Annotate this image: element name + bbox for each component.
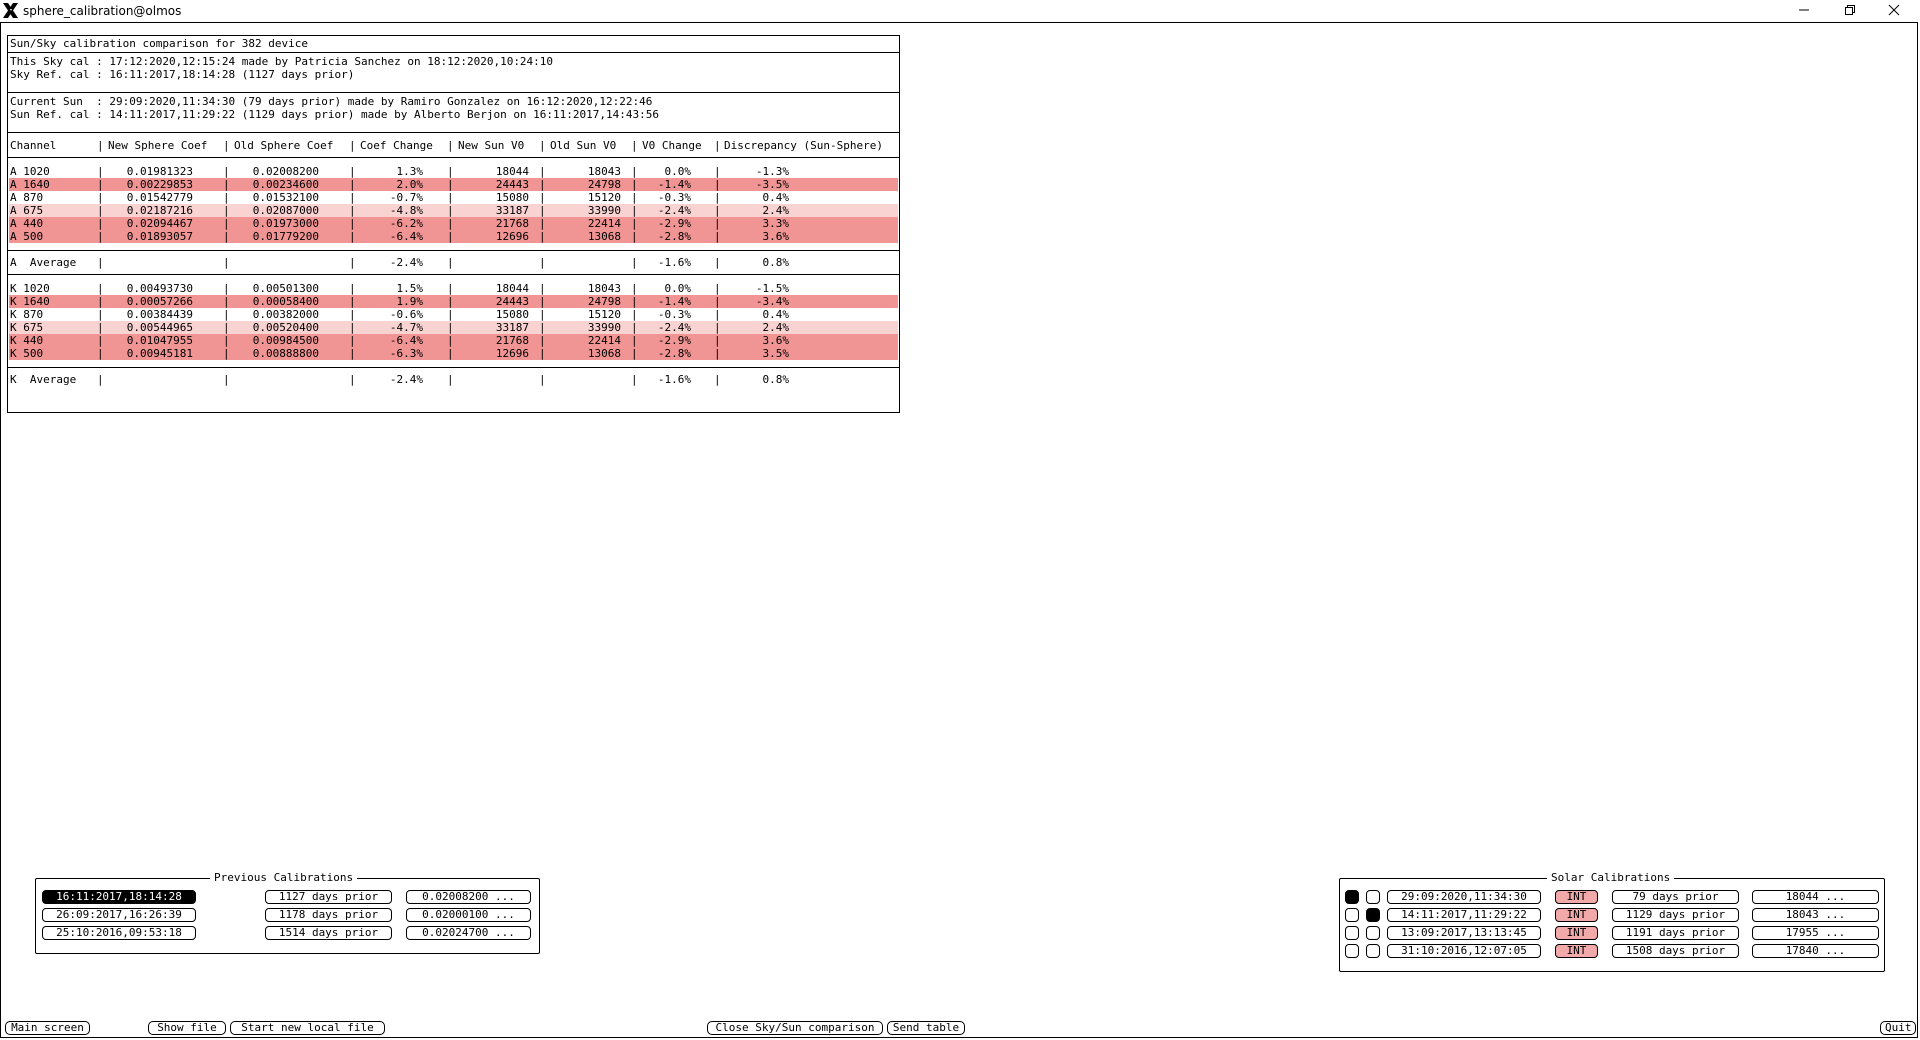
cell-v0-change: -2.8%	[657, 230, 691, 243]
column-header: New Sphere Coef	[108, 139, 208, 152]
table-header	[9, 139, 898, 152]
column-separator: |	[349, 373, 356, 386]
solar-cal-type-badge[interactable]: INT	[1555, 926, 1598, 940]
cell-new-coef: 0.00057266	[126, 295, 193, 308]
reference-solar-radio[interactable]	[1366, 926, 1380, 940]
solar-cal-v0-button[interactable]: 18043 ...	[1752, 908, 1879, 922]
column-separator: |	[447, 308, 454, 321]
minimize-icon[interactable]	[1784, 0, 1824, 22]
column-separator: |	[714, 308, 721, 321]
cell-v0-change: -0.3%	[657, 191, 691, 204]
cell-discrepancy: 2.4%	[762, 204, 789, 217]
column-separator: |	[714, 321, 721, 334]
window-title: sphere_calibration@olmos	[23, 4, 182, 18]
cell-new-coef: 0.00493730	[126, 282, 193, 295]
solar-cal-prior-button[interactable]: 1508 days prior	[1612, 944, 1739, 958]
title-bar	[0, 0, 1920, 22]
divider	[8, 250, 899, 251]
column-separator: |	[447, 256, 454, 269]
show-file-button[interactable]: Show file	[148, 1021, 226, 1035]
cell-v0-change: -0.3%	[657, 308, 691, 321]
column-separator: |	[223, 204, 230, 217]
solar-cal-type-badge[interactable]: INT	[1555, 890, 1598, 904]
solar-cal-date-button[interactable]: 13:09:2017,13:13:45	[1387, 926, 1541, 940]
cell-channel: A 1640	[10, 178, 50, 191]
solar-cal-type-badge[interactable]: INT	[1555, 908, 1598, 922]
current-solar-radio[interactable]	[1345, 944, 1359, 958]
column-separator: |	[223, 334, 230, 347]
cell-old-v0: 33990	[587, 204, 621, 217]
cell-discrepancy: -1.3%	[755, 165, 789, 178]
column-separator: |	[97, 217, 104, 230]
column-separator: |	[714, 295, 721, 308]
cell-new-coef: 0.00945181	[126, 347, 193, 360]
column-separator: |	[539, 373, 546, 386]
average-row	[9, 373, 898, 386]
prev-cal-prior-button[interactable]: 1514 days prior	[265, 926, 392, 940]
cell-old-coef: 0.00058400	[252, 295, 319, 308]
cell-coef-change: -6.4%	[389, 334, 423, 347]
column-separator: |	[631, 217, 638, 230]
cell-new-v0: 21768	[495, 217, 529, 230]
cell-v0-change: -2.9%	[657, 217, 691, 230]
cell-coef-change: -4.7%	[389, 321, 423, 334]
divider	[8, 157, 899, 158]
cell-coef-change: 1.9%	[396, 295, 423, 308]
cell-discrepancy: 2.4%	[762, 321, 789, 334]
column-separator: |	[97, 178, 104, 191]
cell-old-v0: 13068	[587, 230, 621, 243]
panel-header: Sun/Sky calibration comparison for 382 device	[10, 37, 309, 50]
cell-v0-change: -1.6%	[657, 373, 691, 386]
column-separator: |	[714, 347, 721, 360]
cell-old-v0: 24798	[587, 178, 621, 191]
main-screen-button[interactable]: Main screen	[5, 1021, 90, 1035]
column-separator: |	[97, 204, 104, 217]
divider	[8, 92, 899, 93]
current-solar-radio[interactable]	[1345, 926, 1359, 940]
column-separator: |	[97, 334, 104, 347]
column-separator: |	[447, 230, 454, 243]
solar-cal-prior-button[interactable]: 1129 days prior	[1612, 908, 1739, 922]
cell-old-v0: 24798	[587, 295, 621, 308]
column-separator: |	[223, 373, 230, 386]
current-sun-line: Current Sun : 29:09:2020,11:34:30 (79 days prior) made by Ramiro Gonzalez on 16:12:2020,12:22:46	[10, 95, 653, 108]
column-separator: |	[223, 321, 230, 334]
cell-channel: K 1020	[10, 282, 50, 295]
cell-new-coef: 0.01047955	[126, 334, 193, 347]
column-header: V0 Change	[642, 139, 702, 152]
cell-channel: A 500	[10, 230, 44, 243]
column-separator: |	[349, 178, 356, 191]
column-separator: |	[349, 256, 356, 269]
column-separator: |	[447, 204, 454, 217]
cell-old-coef: 0.00520400	[252, 321, 319, 334]
column-separator: |	[539, 230, 546, 243]
column-separator: |	[97, 321, 104, 334]
column-separator: |	[97, 295, 104, 308]
cell-coef-change: -6.4%	[389, 230, 423, 243]
cell-old-v0: 15120	[587, 308, 621, 321]
column-separator: |	[714, 256, 721, 269]
divider	[8, 52, 899, 53]
column-header: Coef Change	[360, 139, 433, 152]
column-separator: |	[714, 334, 721, 347]
prev-cal-coef-button[interactable]: 0.02008200 ...	[406, 890, 531, 904]
column-separator: |	[539, 191, 546, 204]
cell-discrepancy: -3.5%	[755, 178, 789, 191]
column-separator: |	[539, 334, 546, 347]
cell-old-coef: 0.01779200	[252, 230, 319, 243]
send-table-button[interactable]: Send table	[887, 1021, 965, 1035]
cell-old-v0: 15120	[587, 191, 621, 204]
column-separator: |	[539, 321, 546, 334]
table-row	[9, 165, 898, 178]
cell-coef-change: -6.2%	[389, 217, 423, 230]
column-separator: |	[631, 373, 638, 386]
cell-old-v0: 22414	[587, 334, 621, 347]
column-separator: |	[631, 308, 638, 321]
column-separator: |	[97, 230, 104, 243]
solar-cal-date-button[interactable]: 29:09:2020,11:34:30	[1387, 890, 1541, 904]
cell-v0-change: -2.9%	[657, 334, 691, 347]
column-separator: |	[349, 295, 356, 308]
quit-button[interactable]: Quit	[1880, 1021, 1916, 1035]
column-separator: |	[447, 347, 454, 360]
column-separator: |	[631, 282, 638, 295]
cell-channel: K 870	[10, 308, 44, 321]
column-separator: |	[223, 139, 230, 152]
previous-calibrations-title: Previous Calibrations	[210, 871, 357, 885]
cell-discrepancy: 3.6%	[762, 230, 789, 243]
column-separator: |	[631, 204, 638, 217]
cell-new-v0: 15080	[495, 308, 529, 321]
table-row	[9, 230, 898, 243]
prev-cal-date-button[interactable]: 25:10:2016,09:53:18	[42, 926, 196, 940]
cell-coef-change: -2.4%	[389, 256, 423, 269]
solar-cal-type-badge[interactable]: INT	[1555, 944, 1598, 958]
table-row	[9, 347, 898, 360]
column-separator: |	[223, 165, 230, 178]
cell-new-v0: 33187	[495, 321, 529, 334]
column-separator: |	[714, 178, 721, 191]
column-separator: |	[539, 217, 546, 230]
column-separator: |	[223, 282, 230, 295]
x-app-icon	[2, 2, 19, 19]
column-separator: |	[631, 165, 638, 178]
prev-cal-coef-button[interactable]: 0.02024700 ...	[406, 926, 531, 940]
solar-cal-v0-button[interactable]: 17955 ...	[1752, 926, 1879, 940]
average-label: A Average	[10, 256, 77, 269]
cell-old-v0: 18043	[587, 282, 621, 295]
column-separator: |	[223, 178, 230, 191]
cell-new-coef: 0.01893057	[126, 230, 193, 243]
solar-cal-v0-button[interactable]: 18044 ...	[1752, 890, 1879, 904]
column-separator: |	[97, 308, 104, 321]
cell-discrepancy: -1.5%	[755, 282, 789, 295]
column-separator: |	[349, 321, 356, 334]
column-separator: |	[539, 165, 546, 178]
solar-cal-date-button[interactable]: 14:11:2017,11:29:22	[1387, 908, 1541, 922]
cell-v0-change: -1.6%	[657, 256, 691, 269]
column-separator: |	[631, 191, 638, 204]
cell-old-coef: 0.00234600	[252, 178, 319, 191]
column-separator: |	[349, 308, 356, 321]
column-separator: |	[714, 282, 721, 295]
prev-cal-prior-button[interactable]: 1178 days prior	[265, 908, 392, 922]
column-separator: |	[631, 256, 638, 269]
cell-old-v0: 18043	[587, 165, 621, 178]
cell-old-v0: 13068	[587, 347, 621, 360]
cell-discrepancy: 3.6%	[762, 334, 789, 347]
column-separator: |	[539, 282, 546, 295]
cell-new-coef: 0.00229853	[126, 178, 193, 191]
column-separator: |	[349, 230, 356, 243]
cell-discrepancy: 3.5%	[762, 347, 789, 360]
solar-cal-v0-button[interactable]: 17840 ...	[1752, 944, 1879, 958]
column-separator: |	[539, 178, 546, 191]
reference-solar-radio[interactable]	[1366, 944, 1380, 958]
column-separator: |	[223, 191, 230, 204]
current-solar-radio[interactable]	[1345, 908, 1359, 922]
cell-discrepancy: -3.4%	[755, 295, 789, 308]
cell-channel: A 1020	[10, 165, 50, 178]
column-separator: |	[539, 139, 546, 152]
cell-discrepancy: 0.4%	[762, 308, 789, 321]
sky-cal-line: This Sky cal : 17:12:2020,12:15:24 made by Patricia Sanchez on 18:12:2020,10:24:10	[10, 55, 554, 68]
start-new-local-file-button[interactable]: Start new local file	[230, 1021, 385, 1035]
column-separator: |	[447, 178, 454, 191]
column-separator: |	[349, 334, 356, 347]
column-separator: |	[631, 178, 638, 191]
cell-discrepancy: 0.4%	[762, 191, 789, 204]
column-separator: |	[97, 373, 104, 386]
cell-coef-change: 2.0%	[396, 178, 423, 191]
solar-cal-prior-button[interactable]: 1191 days prior	[1612, 926, 1739, 940]
column-separator: |	[97, 191, 104, 204]
column-separator: |	[447, 165, 454, 178]
cell-new-coef: 0.01981323	[126, 165, 193, 178]
cell-new-v0: 18044	[495, 165, 529, 178]
column-separator: |	[714, 373, 721, 386]
column-separator: |	[447, 191, 454, 204]
divider	[8, 274, 899, 275]
cell-coef-change: -6.3%	[389, 347, 423, 360]
cell-channel: A 675	[10, 204, 44, 217]
column-separator: |	[631, 230, 638, 243]
column-separator: |	[631, 321, 638, 334]
column-separator: |	[447, 295, 454, 308]
cell-coef-change: -4.8%	[389, 204, 423, 217]
column-separator: |	[223, 295, 230, 308]
cell-new-coef: 0.02094467	[126, 217, 193, 230]
column-header: Old Sphere Coef	[234, 139, 334, 152]
column-separator: |	[223, 308, 230, 321]
column-separator: |	[447, 334, 454, 347]
cell-new-coef: 0.00544965	[126, 321, 193, 334]
average-row	[9, 256, 898, 269]
column-separator: |	[349, 204, 356, 217]
reference-solar-radio[interactable]	[1366, 908, 1380, 922]
table-row	[9, 295, 898, 308]
table-row	[9, 191, 898, 204]
column-separator: |	[349, 191, 356, 204]
column-header: Old Sun V0	[550, 139, 617, 152]
column-separator: |	[223, 217, 230, 230]
cell-v0-change: -2.4%	[657, 321, 691, 334]
cell-new-v0: 24443	[495, 295, 529, 308]
cell-channel: A 440	[10, 217, 44, 230]
column-separator: |	[539, 204, 546, 217]
cell-old-coef: 0.00888800	[252, 347, 319, 360]
cell-new-v0: 24443	[495, 178, 529, 191]
cell-channel: K 675	[10, 321, 44, 334]
solar-calibrations-group	[1339, 871, 1885, 972]
close-icon[interactable]	[1874, 0, 1914, 22]
column-separator: |	[447, 139, 454, 152]
column-separator: |	[539, 295, 546, 308]
prev-cal-prior-button[interactable]: 1127 days prior	[265, 890, 392, 904]
average-label: K Average	[10, 373, 77, 386]
previous-calibrations-group	[35, 871, 540, 954]
cell-coef-change: -0.6%	[389, 308, 423, 321]
cell-old-coef: 0.00501300	[252, 282, 319, 295]
solar-cal-date-button[interactable]: 31:10:2016,12:07:05	[1387, 944, 1541, 958]
reference-solar-radio[interactable]	[1366, 890, 1380, 904]
current-solar-radio[interactable]	[1345, 890, 1359, 904]
column-separator: |	[539, 256, 546, 269]
cell-channel: K 500	[10, 347, 44, 360]
cell-new-v0: 21768	[495, 334, 529, 347]
divider	[8, 367, 899, 368]
column-separator: |	[539, 308, 546, 321]
solar-cal-prior-button[interactable]: 79 days prior	[1612, 890, 1739, 904]
column-separator: |	[349, 165, 356, 178]
cell-old-coef: 0.00382000	[252, 308, 319, 321]
column-separator: |	[223, 256, 230, 269]
cell-v0-change: 0.0%	[664, 165, 691, 178]
column-separator: |	[631, 334, 638, 347]
cell-discrepancy: 0.8%	[762, 373, 789, 386]
column-separator: |	[447, 321, 454, 334]
table-row	[9, 308, 898, 321]
column-separator: |	[223, 347, 230, 360]
cell-old-coef: 0.00984500	[252, 334, 319, 347]
prev-cal-date-button[interactable]: 16:11:2017,18:14:28	[42, 890, 196, 904]
cell-old-coef: 0.02087000	[252, 204, 319, 217]
cell-new-v0: 15080	[495, 191, 529, 204]
column-separator: |	[447, 373, 454, 386]
column-separator: |	[714, 191, 721, 204]
cell-v0-change: 0.0%	[664, 282, 691, 295]
sky-ref-line: Sky Ref. cal : 16:11:2017,18:14:28 (1127 days prior)	[10, 68, 355, 81]
table-row	[9, 321, 898, 334]
cell-v0-change: -2.8%	[657, 347, 691, 360]
divider	[8, 132, 899, 133]
table-row	[9, 204, 898, 217]
column-separator: |	[447, 282, 454, 295]
column-separator: |	[631, 295, 638, 308]
column-separator: |	[631, 139, 638, 152]
column-separator: |	[714, 165, 721, 178]
column-separator: |	[714, 139, 721, 152]
cell-new-v0: 18044	[495, 282, 529, 295]
cell-channel: A 870	[10, 191, 44, 204]
comparison-panel	[7, 35, 900, 413]
table-row	[9, 217, 898, 230]
column-separator: |	[97, 282, 104, 295]
column-separator: |	[97, 256, 104, 269]
cell-old-v0: 33990	[587, 321, 621, 334]
table-row	[9, 178, 898, 191]
cell-coef-change: -0.7%	[389, 191, 423, 204]
column-separator: |	[539, 347, 546, 360]
column-separator: |	[97, 139, 104, 152]
cell-channel: K 1640	[10, 295, 50, 308]
column-header: Channel	[10, 139, 57, 152]
table-row	[9, 282, 898, 295]
column-separator: |	[349, 139, 356, 152]
cell-new-v0: 12696	[495, 230, 529, 243]
solar-calibrations-title: Solar Calibrations	[1547, 871, 1674, 885]
column-separator: |	[714, 204, 721, 217]
cell-coef-change: 1.5%	[396, 282, 423, 295]
cell-old-v0: 22414	[587, 217, 621, 230]
column-header: New Sun V0	[458, 139, 525, 152]
restore-icon[interactable]	[1829, 0, 1869, 22]
prev-cal-date-button[interactable]: 26:09:2017,16:26:39	[42, 908, 196, 922]
cell-coef-change: 1.3%	[396, 165, 423, 178]
cell-new-v0: 12696	[495, 347, 529, 360]
column-separator: |	[349, 217, 356, 230]
cell-v0-change: -2.4%	[657, 204, 691, 217]
cell-v0-change: -1.4%	[657, 178, 691, 191]
column-separator: |	[223, 230, 230, 243]
cell-old-coef: 0.01532100	[252, 191, 319, 204]
cell-channel: K 440	[10, 334, 44, 347]
cell-v0-change: -1.4%	[657, 295, 691, 308]
column-header: Discrepancy (Sun-Sphere)	[724, 139, 883, 152]
column-separator: |	[349, 347, 356, 360]
prev-cal-coef-button[interactable]: 0.02000100 ...	[406, 908, 531, 922]
column-separator: |	[447, 217, 454, 230]
cell-coef-change: -2.4%	[389, 373, 423, 386]
close-comparison-button[interactable]: Close Sky/Sun comparison	[707, 1021, 883, 1035]
column-separator: |	[714, 230, 721, 243]
column-separator: |	[714, 217, 721, 230]
cell-new-v0: 33187	[495, 204, 529, 217]
cell-discrepancy: 3.3%	[762, 217, 789, 230]
cell-discrepancy: 0.8%	[762, 256, 789, 269]
cell-old-coef: 0.01973000	[252, 217, 319, 230]
table-row	[9, 334, 898, 347]
column-separator: |	[349, 282, 356, 295]
column-separator: |	[631, 347, 638, 360]
column-separator: |	[97, 347, 104, 360]
cell-old-coef: 0.02008200	[252, 165, 319, 178]
cell-new-coef: 0.02187216	[126, 204, 193, 217]
cell-new-coef: 0.00384439	[126, 308, 193, 321]
column-separator: |	[97, 165, 104, 178]
sun-ref-line: Sun Ref. cal : 14:11:2017,11:29:22 (1129 days prior) made by Alberto Berjon on 16:11:2017,14:43:56	[10, 108, 660, 121]
cell-new-coef: 0.01542779	[126, 191, 193, 204]
